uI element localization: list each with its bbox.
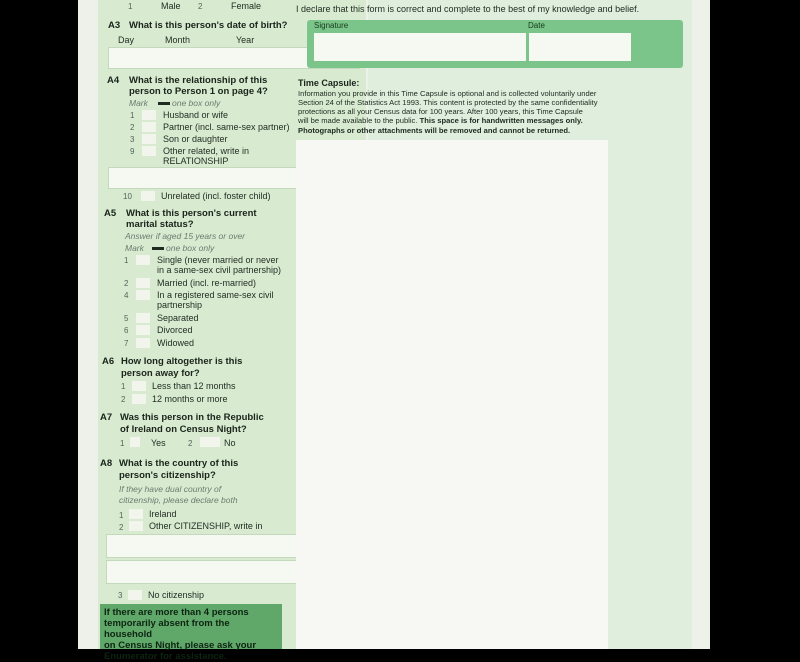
a4-checkbox-partner[interactable] [142,122,156,132]
a4-mark-label: Mark [129,98,148,108]
a5-checkbox-single[interactable] [136,255,150,265]
a5-option-number: 2 [124,279,129,288]
note-line: temporarily absent from the household [104,618,230,640]
a7-question-line1: Was this person in the Republic [120,412,264,423]
a4-option-label: Husband or wife [163,110,229,120]
time-capsule-line: Information you provide in this Time Capsule is optional and is collected voluntarily under [298,89,597,98]
a8-checkbox-other[interactable] [129,521,143,531]
a5-option-number: 6 [124,326,129,335]
a7-option-number: 2 [188,439,193,448]
a7-checkbox-no[interactable] [200,437,220,447]
a6-question-line1: How long altogether is this [121,356,243,367]
a3-question: What is this person's date of birth? [129,20,288,31]
a5-option-label: Separated [157,313,199,323]
a5-checkbox-married[interactable] [136,278,150,288]
a8-option-number: 1 [119,511,124,520]
time-capsule-title: Time Capsule: [298,78,360,88]
sex-option-number: 2 [198,2,203,11]
absent-persons-note [100,604,282,662]
a6-option-label: 12 months or more [152,394,228,404]
a5-mark-instruction: one box only [166,243,215,253]
a8-hint-line2: citizenship, please declare both [119,495,238,505]
a6-option-number: 2 [121,395,126,404]
signature-field[interactable] [314,33,526,61]
a8-checkbox-ireland[interactable] [129,509,143,519]
a6-checkbox-less-12[interactable] [132,381,146,391]
a8-question-line1: What is the country of this [119,458,239,469]
a4-option-number: 3 [130,135,135,144]
time-capsule-line: Section 24 of the Statistics Act 1993. This content is protected by the same confidentiality [298,98,598,107]
census-form-page [78,0,710,662]
a5-checkbox-divorced[interactable] [136,325,150,335]
a8-option-label: Ireland [149,509,177,519]
a5-option-label: Single (never married or never [157,255,279,265]
a6-question-line2: person away for? [121,368,200,379]
a5-option-number: 1 [124,256,129,265]
a5-answer-if: Answer if aged 15 years or over [125,231,246,241]
a5-option-label: Married (incl. re-married) [157,278,257,288]
a8-option-number: 2 [119,523,124,532]
a5-option-label-cont: in a same-sex civil partnership) [157,265,282,275]
a3-year-label: Year [236,35,255,45]
a5-option-number: 7 [124,339,129,348]
time-capsule-line-bold: Photographs or other attachments will be removed and cannot be returned. [298,126,571,135]
note-line: on Census Night, please ask your [104,640,257,651]
a3-code: A3 [108,20,121,31]
mark-dash-icon [152,247,164,250]
a6-checkbox-12-or-more[interactable] [132,394,146,404]
a4-checkbox-unrelated[interactable] [141,191,155,201]
note-line: Enumerator for assistance. [104,651,227,662]
a4-option-number: 9 [130,147,135,156]
signature-label: Signature [314,21,349,30]
a5-checkbox-separated[interactable] [136,313,150,323]
a5-option-number: 5 [124,314,129,323]
a5-option-label-cont: partnership [157,300,203,310]
a4-checkbox-other-related[interactable] [142,146,156,156]
date-field[interactable] [529,33,631,61]
a4-mark-instruction: one box only [172,98,221,108]
time-capsule-line [298,116,583,125]
note-line: If there are more than 4 persons [104,607,249,618]
a8-checkbox-no-citizenship[interactable] [128,590,142,600]
a7-code: A7 [100,412,113,423]
a7-question-line2: of Ireland on Census Night? [120,424,247,435]
a4-checkbox-son-daughter[interactable] [142,134,156,144]
a5-mark-label: Mark [125,243,144,253]
a8-question-line2: person's citizenship? [119,470,216,481]
a6-option-label: Less than 12 months [152,381,236,391]
a8-option-label: No citizenship [148,590,205,600]
sex-male-label: Male [161,1,181,11]
a8-option-number: 3 [118,591,123,600]
a4-option-label: Son or daughter [163,134,228,144]
time-capsule-writing-area[interactable] [296,140,608,649]
time-capsule-text: will be made available to the public. [298,116,420,125]
a8-hint-line1: If they have dual country of [119,484,222,494]
a4-option-number: 10 [123,192,132,201]
a6-code: A6 [102,356,115,367]
a5-code: A5 [104,208,117,219]
a7-no-label: No [224,438,236,448]
declaration-text: I declare that this form is correct and complete to the best of my knowledge and belief. [296,4,640,14]
a3-month-label: Month [165,35,191,45]
a4-option-label: Partner (incl. same-sex partner) [163,122,290,132]
a7-yes-label: Yes [151,438,166,448]
a4-code: A4 [107,75,120,86]
a4-option-number: 1 [130,111,135,120]
a4-option-label: Unrelated (incl. foster child) [161,191,271,201]
a5-option-label: Divorced [157,325,193,335]
a4-question-line2: person to Person 1 on page 4? [129,86,268,97]
a8-option-label: Other CITIZENSHIP, write in [149,521,263,531]
a4-question-line1: What is the relationship of this [129,75,268,86]
a5-checkbox-civil-partnership[interactable] [136,290,150,300]
a7-checkbox-yes[interactable] [130,437,140,447]
a8-code: A8 [100,458,113,469]
a5-option-label: In a registered same-sex civil [157,290,274,300]
sex-option-number: 1 [128,2,133,11]
a4-option-label: Other related, write in [163,146,250,156]
a5-option-label: Widowed [157,338,195,348]
a6-option-number: 1 [121,382,126,391]
a4-relationship-label: RELATIONSHIP [163,156,229,166]
a5-question-line1: What is this person's current [126,208,257,219]
a4-checkbox-husband[interactable] [142,110,156,120]
a3-day-label: Day [118,35,135,45]
date-label: Date [528,21,545,30]
a4-option-number: 2 [130,123,135,132]
sex-female-label: Female [231,1,262,11]
a5-checkbox-widowed[interactable] [136,338,150,348]
a5-option-number: 4 [124,291,129,300]
time-capsule-line: protections as all your Census data for 100 years. After 100 years, this Time Capsule [298,107,583,116]
a5-question-line2: marital status? [126,219,194,230]
time-capsule-bold-text: This space is for handwritten messages only. [419,116,583,125]
mark-dash-icon [158,102,170,105]
a7-option-number: 1 [120,439,125,448]
